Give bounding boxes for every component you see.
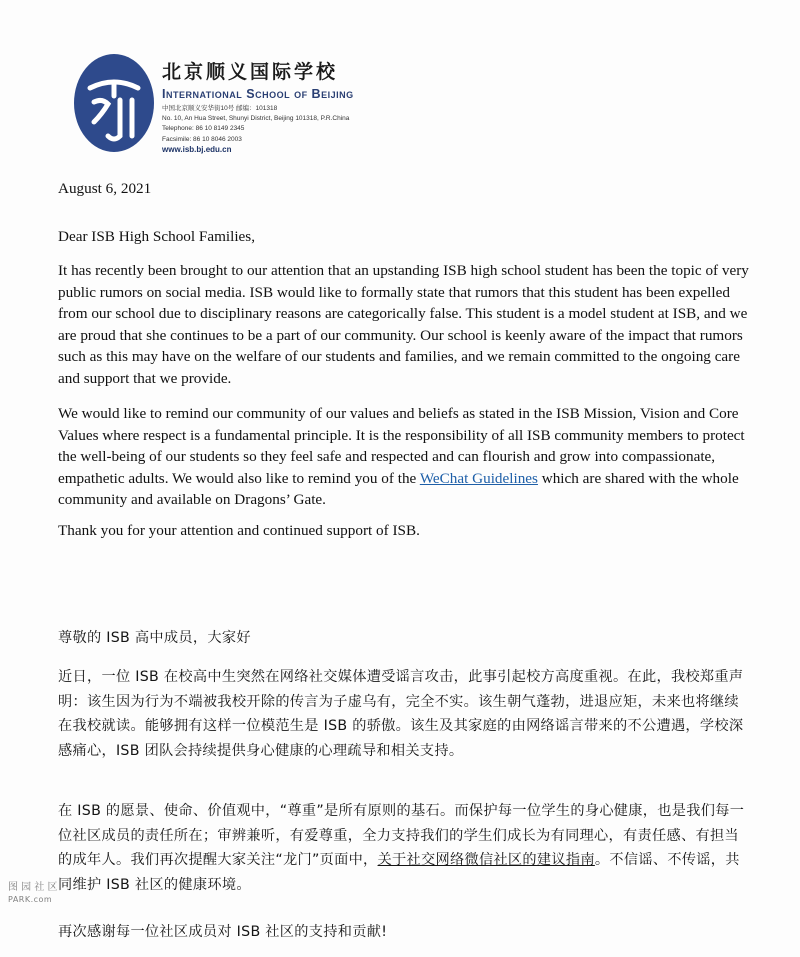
watermark-line-2: PARK.com <box>8 895 53 904</box>
telephone-line: Telephone: 86 10 8149 2345 <box>162 125 245 133</box>
address-line: 中国北京顺义安华街10号 邮编：101318 <box>162 105 278 112</box>
english-closing: Thank you for your attention and continued support of ISB. <box>58 522 420 539</box>
chinese-greeting: 尊敬的 ISB 高中成员，大家好 <box>58 630 251 646</box>
english-paragraph-2-tail: which are shared with the whole community and available on Dragons’ Gate. <box>58 469 739 508</box>
fax-line: Facsimile: 86 10 8046 2003 <box>162 135 242 143</box>
chinese-paragraph-1: 近日，一位 ISB 在校高中生突然在网络社交媒体遭受谣言攻击，此事引起校方高度重视。在此，我校郑重声明：该生因为行为不端被我校开除的传言为子虚乌有，完全不实。该生朝气蓬勃，进退应矩，未来也将继续在我校就读。能够拥有这样一位模范生是 ISB 的骄傲。该生及其家庭的由网络谣言带来的不公遭遇，学校深感痛心，ISB 团队会持续提供身心健康的心理疏导和相关支持。 <box>58 669 744 759</box>
site-watermark <box>8 882 58 906</box>
wechat-guidelines-link[interactable]: WeChat Guidelines <box>419 469 538 487</box>
address-line: No. 10, An Hua Street, Shunyi District, Beijing 101318, P.R.China <box>162 115 350 123</box>
school-name-english: International School of Beijing <box>162 87 354 101</box>
school-website: www.isb.bj.edu.cn <box>162 144 232 154</box>
english-paragraph-2 <box>58 403 758 511</box>
school-address <box>162 104 462 145</box>
chinese-paragraph-2-text: 在 ISB 的愿景、使命、价值观中，“尊重”是所有原则的基石。而保护每一位学生的身心健康，也是我们每一位社区成员的责任所在；审辨兼听，有爱尊重，全力支持我们的学生们成长为有同理心，有责任感、有担当的成年人。我们再次提醒大家关注“龙门”页面中， <box>58 803 745 869</box>
english-paragraph-1: It has recently been brought to our attention that an upstanding ISB high school student has been the topic of very public rumors on social media. ISB would like to formally state that rumors that this student has been expelled from our school due to disciplinary reasons are categorically false. This student is a model student at ISB, and we are proud that she continues to be a part of our community. Our school is keenly aware of the impact that rumors such as this may have on the welfare of our students and families, and we remain committed to the ongoing care and support that we provide. <box>58 262 749 387</box>
watermark-line-1: 图 园 社 区 <box>8 882 58 893</box>
letterhead <box>72 52 452 162</box>
english-paragraph-2-text: We would like to remind our community of our values and beliefs as stated in the ISB Mission, Vision and Core Values where respect is a fundamental principle. It is the responsibility of all ISB community members to protect the well-being of our students so they feel safe and respected and can flourish and grow into compassionate, empathetic adults. We would also like to remind you of the <box>58 405 745 487</box>
chinese-guidelines-link[interactable]: 关于社交网络微信社区的建议指南 <box>377 852 595 869</box>
isb-logo-icon <box>72 52 156 154</box>
chinese-paragraph-2 <box>58 799 748 897</box>
letter-date: August 6, 2021 <box>58 180 152 197</box>
chinese-closing: 再次感谢每一位社区成员对 ISB 社区的支持和贡献! <box>58 924 388 940</box>
school-name-chinese: 北京顺义国际学校 <box>162 61 339 83</box>
chinese-paragraph-2-tail: 。不信谣、不传谣，共同维护 ISB 社区的健康环境。 <box>58 852 740 893</box>
english-greeting: Dear ISB High School Families, <box>58 228 255 245</box>
